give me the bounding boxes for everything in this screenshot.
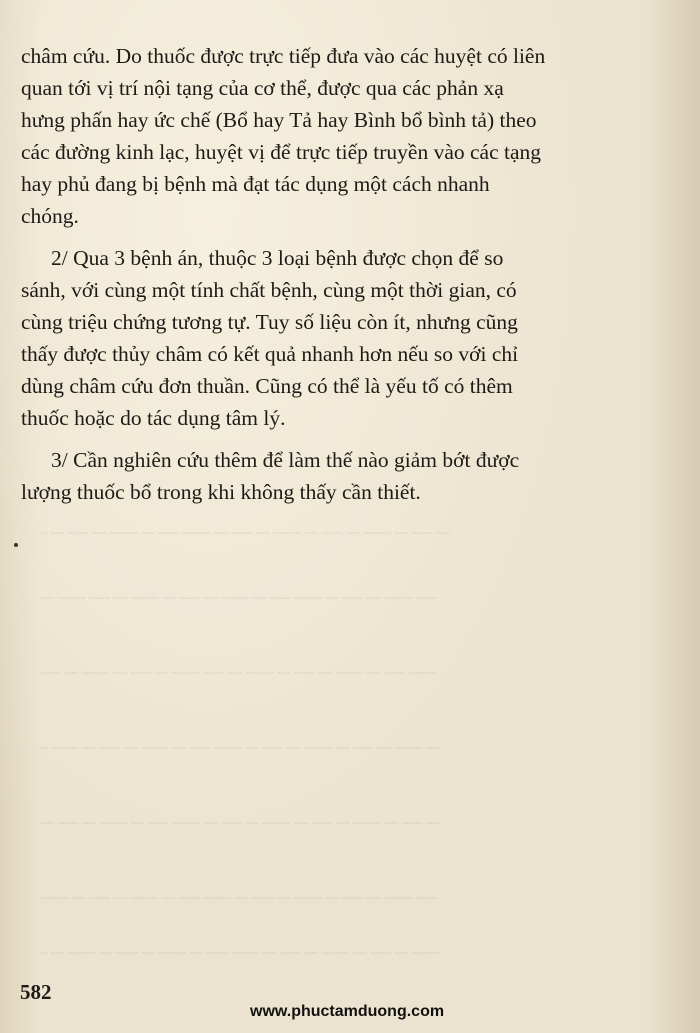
show-through-texture: ~ ~~~~ ~~ ~~~ ~~ ~~~~ ~~ ~~~ ~~~~ ~~ ~~~ ~~ ~~~~ ~~ ~~~ ~~ ~~~~ ~~: [40, 740, 440, 755]
text-line: sánh, với cùng một tính chất bệnh, cùng một thời gian, có: [21, 278, 517, 302]
text-line: hưng phấn hay ức chế (Bổ hay Tả hay Bình bổ bình tả) theo: [21, 108, 537, 132]
text-line: hay phủ đang bị bệnh mà đạt tác dụng một cách nhanh: [21, 172, 490, 196]
website-watermark: www.phuctamduong.com: [250, 1003, 445, 1020]
text-line: 3/ Cần nghiên cứu thêm để làm thế nào giảm bớt được: [51, 448, 520, 472]
page-number: 582: [20, 980, 52, 1004]
text-line: thuốc hoặc do tác dụng tâm lý.: [21, 406, 286, 430]
show-through-texture: ~~~~ ~~ ~~~ ~~ ~~~~ ~~ ~~~ ~~~~ ~~ ~~~ ~~ ~~~~ ~~ ~~~ ~~ ~~~~ ~~~: [40, 890, 437, 905]
text-line: thấy được thủy châm có kết quả nhanh hơn nếu so với chỉ: [21, 342, 519, 366]
show-through-texture: ~~ ~~~~ ~~~ ~~ ~~~~ ~~ ~~~ ~~ ~~~~ ~~ ~~~ ~~~~ ~~ ~~~ ~~ ~~~~ ~~~: [40, 590, 437, 605]
text-line: quan tới vị trí nội tạng của cơ thể, được qua các phản xạ: [21, 76, 504, 100]
show-through-texture: ~ ~~ ~~~~ ~~ ~~~ ~~ ~~~~ ~~ ~~~ ~~~~ ~~ ~~~ ~~ ~~~~ ~~ ~~~ ~~ ~~~~: [40, 945, 440, 960]
text-line: dùng châm cứu đơn thuần. Cũng có thể là yếu tố có thêm: [21, 374, 513, 398]
paragraph-1: [21, 40, 676, 232]
text-line: cùng triệu chứng tương tự. Tuy số liệu còn ít, nhưng cũng: [21, 310, 518, 334]
show-through-texture: ~~~ ~~ ~~~~ ~~ ~~~ ~~ ~~~~ ~~~ ~~ ~~~~ ~~ ~~~ ~~ ~~~~ ~~ ~~~ ~~~~: [40, 665, 437, 680]
show-through-texture: ~~ ~~~ ~~ ~~~~ ~~ ~~~ ~~~~ ~~ ~~~ ~~ ~~~~ ~~ ~~~ ~~ ~~~~ ~~ ~~~ ~~: [40, 815, 440, 830]
text-line: 2/ Qua 3 bệnh án, thuộc 3 loại bệnh được chọn để so: [51, 246, 504, 270]
show-through-texture: ~ ~~ ~~~ ~~ ~~~~ ~~ ~~~ ~~~~ ~~ ~~~ ~~ ~~~~ ~~ ~~~ ~~ ~~~~ ~~ ~~~ ~~: [40, 525, 451, 540]
paragraph-3: [21, 444, 676, 508]
paragraph-2: [21, 242, 676, 434]
text-line: chóng.: [21, 204, 79, 228]
text-line: châm cứu. Do thuốc được trực tiếp đưa vào các huyệt có liên: [21, 44, 546, 68]
text-line: các đường kinh lạc, huyệt vị để trực tiếp truyền vào các tạng: [21, 140, 542, 164]
ink-speck: [14, 543, 18, 547]
text-line: lượng thuốc bổ trong khi không thấy cần thiết.: [21, 480, 421, 504]
body-text: [21, 40, 676, 518]
